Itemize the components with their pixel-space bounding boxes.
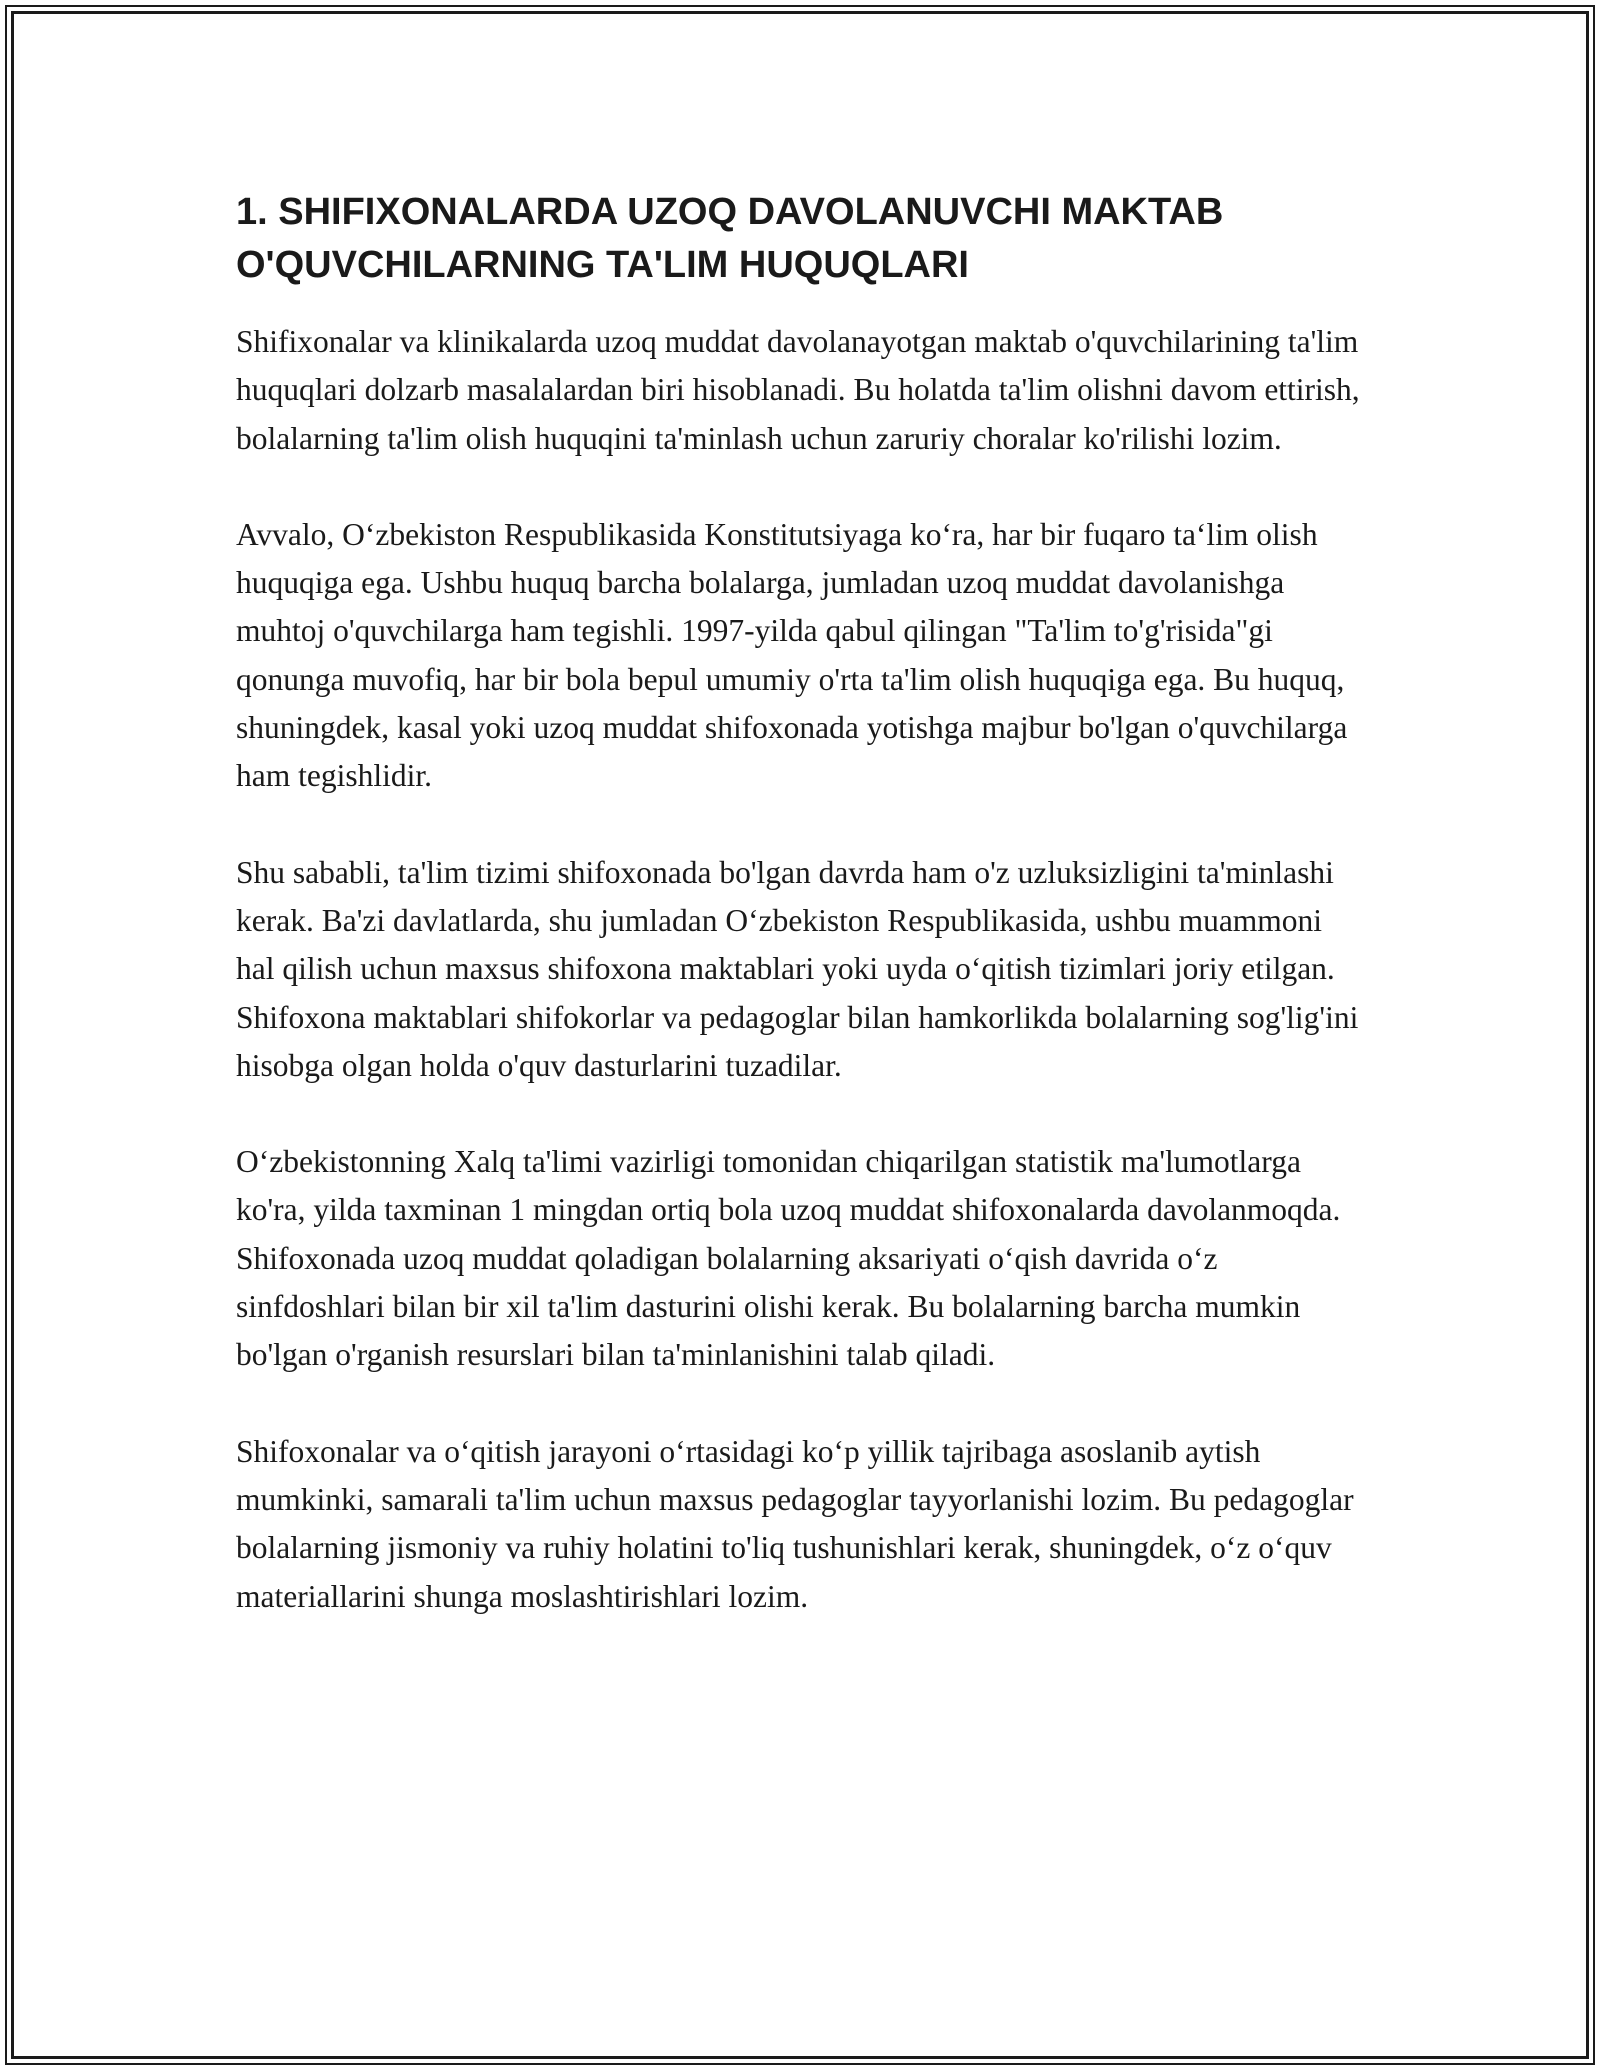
paragraph-1: Shifixonalar va klinikalarda uzoq muddat davolanayotgan maktab o'quvchilarining ta'lim huquqlari dolzarb masalalardan biri hisoblanadi. Bu holatda ta'lim olishni davom ettirish, bolalarning ta'lim olish huquqini ta'minlash uchun zaruriy choralar ko'rilishi lozim. (236, 324, 1360, 456)
document-body (236, 186, 1366, 1669)
paragraph-2: Avvalo, O‘zbekiston Respublikasida Konstitutsiyaga ko‘ra, har bir fuqaro ta‘lim olish huquqiga ega. Ushbu huquq barcha bolalarga, jumladan uzoq muddat davolanishga muhtoj o'quvchilarga ham tegishli. 1997-yilda qabul qilingan "Ta'lim to'g'risida"gi qonunga muvofiq, har bir bola bepul umumiy o'rta ta'lim olish huquqiga ega. Bu huquq, shuningdek, kasal yoki uzoq muddat shifoxonada yotishga majbur bo'lgan o'quvchilarga ham tegishlidir. (236, 516, 1348, 794)
paragraph-4: O‘zbekistonning Xalq ta'limi vazirligi tomonidan chiqarilgan statistik ma'lumotlarga ko'ra, yilda taxminan 1 mingdan ortiq bola uzoq muddat shifoxonalarda davolanmoqda. Shifoxonada uzoq muddat qoladigan bolalarning aksariyati o‘qish davrida o‘z sinfdoshlari bilan bir xil ta'lim dasturini olishi kerak. Bu bolalarning barcha mumkin bo'lgan o'rganish resurslari bilan ta'minlanishini talab qiladi. (236, 1144, 1341, 1373)
paragraph-3: Shu sababli, ta'lim tizimi shifoxonada bo'lgan davrda ham o'z uzluksizligini ta'minlashi kerak. Ba'zi davlatlarda, shu jumladan O‘zbekiston Respublikasida, ushbu muammoni hal qilish uchun maxsus shifoxona maktablari yoki uyda o‘qitish tizimlari joriy etilgan. Shifoxona maktablari shifokorlar va pedagoglar bilan hamkorlikda bolalarning sog'lig'ini hisobga olgan holda o'quv dasturlarini tuzadilar. (236, 854, 1359, 1083)
paragraph-5: Shifoxonalar va o‘qitish jarayoni o‘rtasidagi ko‘p yillik tajribaga asoslanib aytish mumkinki, samarali ta'lim uchun maxsus pedagoglar tayyorlanishi lozim. Bu pedagoglar bolalarning jismoniy va ruhiy holatini to'liq tushunishlari kerak, shuningdek, o‘z o‘quv materiallarini shunga moslashtirishlari lozim. (236, 1433, 1354, 1614)
section-title: 1. SHIFIXONALARDA UZOQ DAVOLANUVCHI MAKTAB O'QUVCHILARNING TA'LIM HUQUQLARI (236, 191, 1224, 286)
